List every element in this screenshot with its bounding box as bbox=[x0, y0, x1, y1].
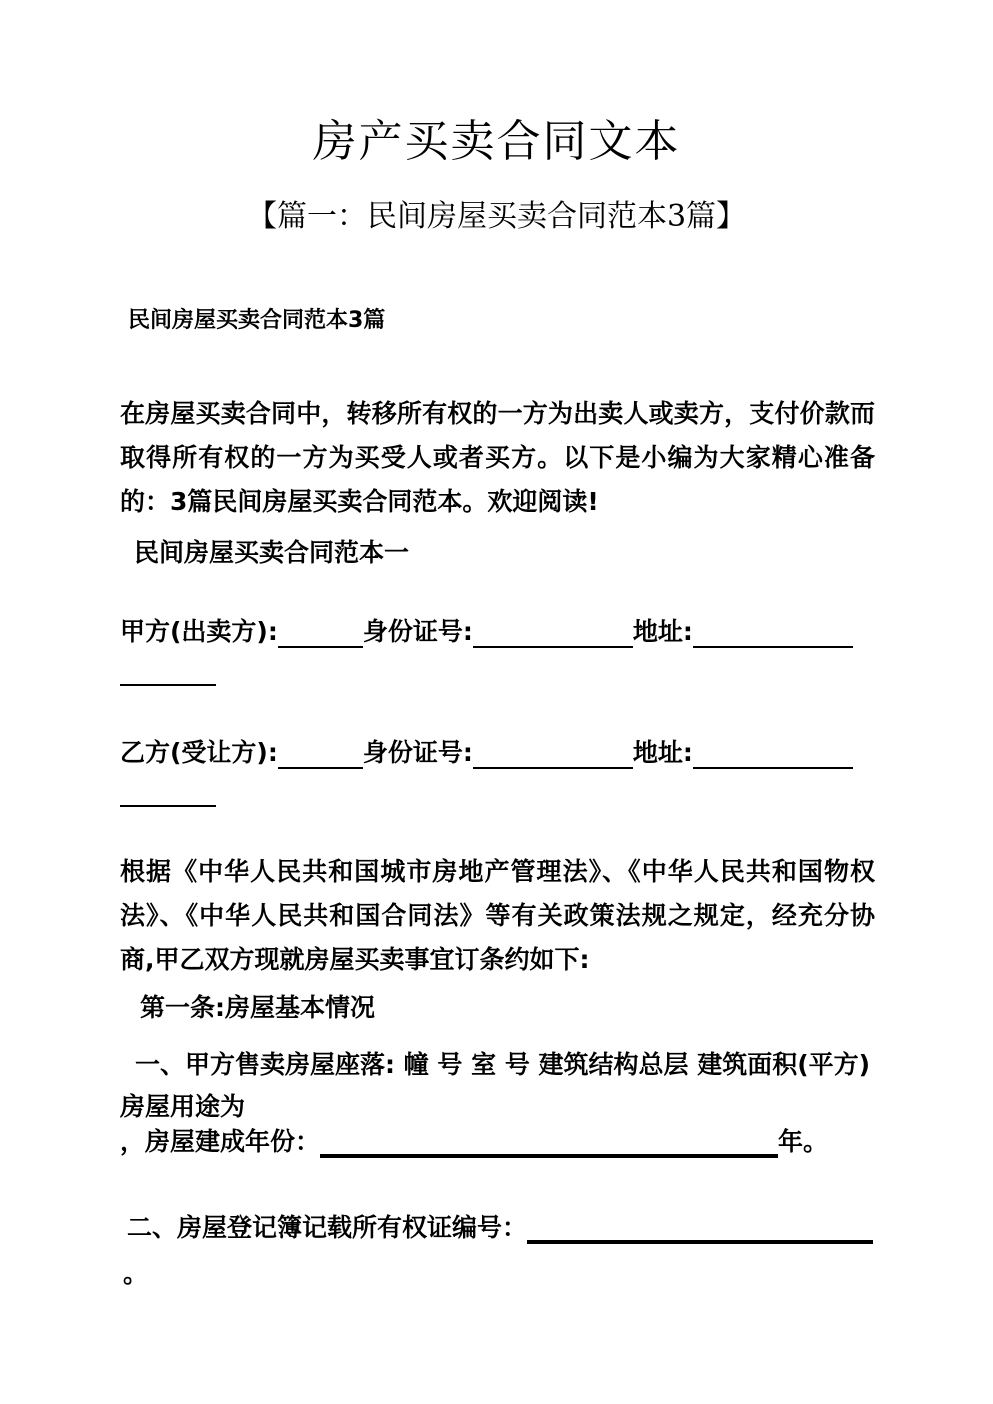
party-a-id-blank bbox=[473, 616, 633, 648]
build-year-label: ，房屋建成年份： bbox=[120, 1127, 321, 1156]
party-a-row bbox=[120, 616, 873, 648]
section-heading: 民间房屋买卖合同范本3篇 bbox=[128, 308, 386, 333]
party-a-label: 甲方(出卖方): bbox=[120, 617, 278, 646]
party-b-addr-label: 地址: bbox=[632, 738, 693, 767]
party-b-label: 乙方(受让方): bbox=[120, 738, 278, 767]
party-b-name-blank bbox=[278, 737, 363, 769]
party-a-id-label: 身份证号: bbox=[362, 617, 473, 646]
clause-1-line-1: 一、甲方售卖房屋座落: 幢 号 室 号 建筑结构总层 建筑面积(平方) bbox=[135, 1050, 871, 1079]
clause-2-row bbox=[120, 1210, 873, 1244]
clause-1-block bbox=[120, 1044, 875, 1128]
party-a-addr-blank bbox=[693, 616, 853, 648]
party-b-row bbox=[120, 737, 873, 769]
page-title: 房产买卖合同文本 bbox=[312, 116, 681, 167]
party-b-id-label: 身份证号: bbox=[362, 738, 473, 767]
clause-2-period: 。 bbox=[123, 1259, 149, 1288]
party-b-addr-blank bbox=[693, 737, 853, 769]
intro-paragraph: 在房屋买卖合同中，转移所有权的一方为出卖人或卖方，支付价款而取得所有权的一方为买受人或者买方。以下是小编为大家精心准备的：3篇民间房屋买卖合同范本。欢迎阅读! bbox=[120, 399, 875, 516]
party-a-addr-label: 地址: bbox=[632, 617, 693, 646]
page-subtitle: 【篇一：民间房屋买卖合同范本3篇】 bbox=[246, 199, 747, 234]
sample-heading: 民间房屋买卖合同范本一 bbox=[134, 538, 410, 567]
build-year-blank bbox=[320, 1124, 778, 1158]
build-year-row bbox=[120, 1124, 828, 1158]
party-a-addr-blank-continuation bbox=[120, 656, 216, 686]
party-b-addr-blank-continuation bbox=[120, 777, 216, 807]
legal-basis-paragraph: 根据《中华人民共和国城市房地产管理法》、《中华人民共和国物权法》、《中华人民共和国合同法》等有关政策法规之规定，经充分协商,甲乙双方现就房屋买卖事宜订条约如下: bbox=[120, 857, 875, 974]
build-year-suffix: 年。 bbox=[777, 1127, 828, 1156]
party-b-id-blank bbox=[473, 737, 633, 769]
cert-number-blank bbox=[527, 1210, 873, 1244]
party-a-name-blank bbox=[278, 616, 363, 648]
clause-2-label: 二、房屋登记簿记载所有权证编号： bbox=[127, 1213, 528, 1242]
article-1-heading: 第一条:房屋基本情况 bbox=[140, 993, 375, 1022]
clause-1-line-2: 房屋用途为 bbox=[120, 1092, 246, 1121]
